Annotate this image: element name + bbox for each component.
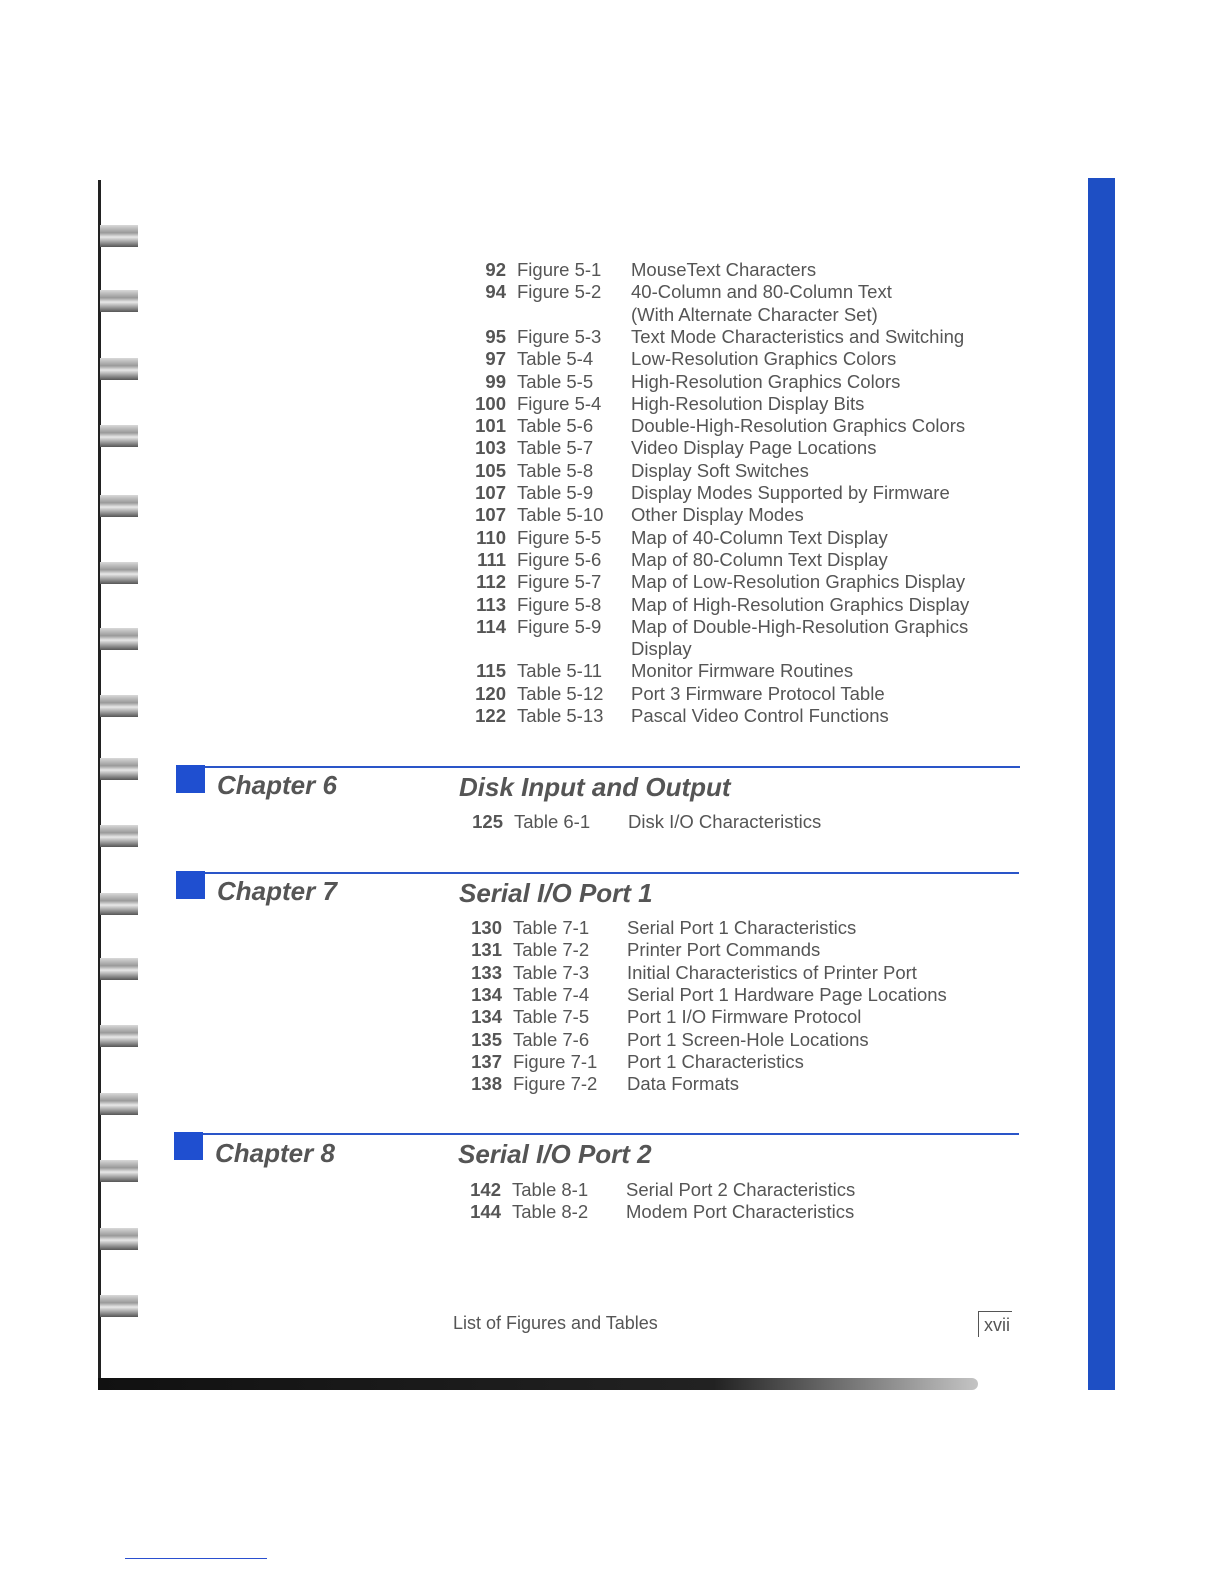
entry-reference: Figure 5-7 xyxy=(517,571,602,593)
entry-title: Low-Resolution Graphics Colors xyxy=(631,348,897,370)
entry-page-number: 131 xyxy=(471,939,502,961)
entry-reference: Figure 5-4 xyxy=(517,392,602,414)
binding-ring xyxy=(100,1160,138,1182)
binding-ring xyxy=(100,958,138,980)
entry-reference: Table 5-4 xyxy=(517,348,594,370)
entry-page-number: 142 xyxy=(470,1179,501,1200)
page-number: xvii xyxy=(978,1311,1012,1337)
entry-title: Serial Port 1 Hardware Page Locations xyxy=(627,983,947,1005)
entry-title: High-Resolution Display Bits xyxy=(631,392,865,414)
entry-title: High-Resolution Graphics Colors xyxy=(631,370,901,392)
entry-page-number: 137 xyxy=(471,1050,502,1072)
entry-reference: Figure 5-3 xyxy=(517,325,602,347)
entry-page-number: 101 xyxy=(475,415,506,437)
binding-ring xyxy=(100,1025,138,1047)
entry-page-number: 111 xyxy=(477,548,506,570)
entry-title: Modem Port Characteristics xyxy=(626,1201,855,1223)
entry-title: Text Mode Characteristics and Switching xyxy=(631,325,965,347)
binding-ring xyxy=(100,358,138,380)
entry-title: Serial Port 2 Characteristics xyxy=(626,1179,856,1200)
entry-page-number: 107 xyxy=(475,504,506,526)
chapter-7-marker xyxy=(176,871,205,899)
entry-page-number: 144 xyxy=(470,1201,501,1223)
entry-page-number: 112 xyxy=(476,571,506,593)
stray-mark xyxy=(125,1558,267,1559)
entry-page-number: 99 xyxy=(485,370,506,392)
entry-title: Printer Port Commands xyxy=(627,939,821,961)
entry-reference: Table 5-5 xyxy=(517,370,594,392)
entry-title: Port 1 Characteristics xyxy=(627,1050,804,1072)
entry-title: MouseText Characters xyxy=(631,259,817,280)
entry-title: Map of Double-High-Resolution Graphics xyxy=(631,615,969,637)
entry-page-number: 113 xyxy=(476,593,506,615)
entry-page-number: 135 xyxy=(471,1028,502,1050)
binding-ring xyxy=(100,290,138,312)
entry-title: Port 1 I/O Firmware Protocol xyxy=(627,1006,862,1028)
entry-page-number: 110 xyxy=(476,526,506,548)
binding-ring xyxy=(100,1228,138,1250)
entry-reference: Table 7-2 xyxy=(513,939,590,961)
entry-title: Video Display Page Locations xyxy=(631,437,877,459)
entry-title: (With Alternate Character Set) xyxy=(631,303,878,325)
entry-reference: Table 5-6 xyxy=(517,415,594,437)
entry-reference: Table 5-13 xyxy=(517,705,604,726)
binding-ring xyxy=(100,758,138,780)
entry-page-number: 120 xyxy=(475,682,506,704)
entry-title: Initial Characteristics of Printer Port xyxy=(627,961,917,983)
chapter-8-title: Serial I/O Port 2 xyxy=(458,1139,652,1169)
entry-reference: Figure 5-1 xyxy=(517,259,602,280)
binding-ring xyxy=(100,628,138,650)
entry-page-number: 138 xyxy=(471,1073,502,1095)
entry-page-number: 105 xyxy=(475,459,506,481)
entry-reference: Table 7-5 xyxy=(513,1006,590,1028)
chapter-6-label: Chapter 6 xyxy=(217,770,337,800)
blue-page-edge xyxy=(1088,178,1115,1390)
entry-page-number: 130 xyxy=(471,917,502,938)
entry-title: Other Display Modes xyxy=(631,504,804,526)
chapter-7-rule xyxy=(176,872,1019,874)
page-bottom-edge xyxy=(98,1378,978,1390)
entry-title: Serial Port 1 Characteristics xyxy=(627,917,857,938)
entry-page-number: 95 xyxy=(485,325,506,347)
binding-ring xyxy=(100,425,138,447)
entry-reference: Table 5-7 xyxy=(517,437,594,459)
chapter-6-title: Disk Input and Output xyxy=(459,772,731,802)
entry-reference: Table 5-12 xyxy=(517,682,604,704)
binding-ring xyxy=(100,1295,138,1317)
entry-reference: Table 7-4 xyxy=(513,983,590,1005)
chapter-8-label: Chapter 8 xyxy=(215,1138,335,1168)
entry-title: Monitor Firmware Routines xyxy=(631,660,854,682)
entry-title: Double-High-Resolution Graphics Colors xyxy=(631,415,966,437)
entry-title: 40-Column and 80-Column Text xyxy=(631,281,892,303)
entry-page-number: 115 xyxy=(476,660,506,682)
chapter-7-title: Serial I/O Port 1 xyxy=(459,878,653,908)
chapter-8-marker xyxy=(174,1132,203,1160)
entry-reference: Table 7-3 xyxy=(513,961,590,983)
entry-reference: Table 5-9 xyxy=(517,482,594,503)
chapter-6-marker xyxy=(176,765,205,793)
binding-ring xyxy=(100,825,138,847)
entry-title: Pascal Video Control Functions xyxy=(631,705,889,726)
entry-page-number: 125 xyxy=(472,811,503,832)
entry-reference: Table 8-1 xyxy=(512,1179,589,1200)
binding-ring xyxy=(100,1093,138,1115)
entry-page-number: 94 xyxy=(485,281,506,303)
entry-reference: Table 7-1 xyxy=(513,917,590,938)
binding-ring xyxy=(100,562,138,584)
entry-title: Disk I/O Characteristics xyxy=(628,811,822,832)
binding-ring xyxy=(100,893,138,915)
entry-reference: Figure 7-2 xyxy=(513,1073,598,1095)
entry-reference: Figure 5-6 xyxy=(517,548,602,570)
entry-title: Map of Low-Resolution Graphics Display xyxy=(631,571,966,593)
entry-page-number: 97 xyxy=(485,348,506,370)
entry-title: Port 3 Firmware Protocol Table xyxy=(631,682,885,704)
entry-reference: Figure 7-1 xyxy=(513,1050,598,1072)
entry-reference: Table 7-6 xyxy=(513,1028,590,1050)
entry-page-number: 107 xyxy=(475,482,506,503)
entry-title: Map of 40-Column Text Display xyxy=(631,526,888,548)
entry-page-number: 134 xyxy=(471,1006,502,1028)
entry-page-number: 133 xyxy=(471,961,502,983)
entry-page-number: 103 xyxy=(475,437,506,459)
entry-title: Display xyxy=(631,638,692,660)
chapter-8-rule xyxy=(174,1133,1019,1135)
entry-reference: Table 5-10 xyxy=(517,504,604,526)
entry-reference: Figure 5-5 xyxy=(517,526,602,548)
footer-title: List of Figures and Tables xyxy=(453,1313,658,1333)
binding-ring xyxy=(100,695,138,717)
entry-reference: Figure 5-8 xyxy=(517,593,602,615)
entry-title: Display Modes Supported by Firmware xyxy=(631,482,950,503)
binding-ring xyxy=(100,225,138,247)
binding-ring xyxy=(100,495,138,517)
chapter-7-label: Chapter 7 xyxy=(217,876,337,906)
entry-page-number: 92 xyxy=(485,259,506,280)
entry-title: Data Formats xyxy=(627,1073,740,1095)
entry-page-number: 100 xyxy=(475,392,506,414)
entry-reference: Figure 5-9 xyxy=(517,615,602,637)
chapter-6-rule xyxy=(176,766,1020,768)
entry-title: Map of 80-Column Text Display xyxy=(631,548,888,570)
entry-page-number: 122 xyxy=(475,705,506,726)
entry-title: Port 1 Screen-Hole Locations xyxy=(627,1028,869,1050)
entry-title: Map of High-Resolution Graphics Display xyxy=(631,593,970,615)
entry-reference: Table 6-1 xyxy=(514,811,591,832)
entry-title: Display Soft Switches xyxy=(631,459,809,481)
entry-reference: Table 5-8 xyxy=(517,459,594,481)
entry-page-number: 114 xyxy=(476,615,506,637)
entry-reference: Figure 5-2 xyxy=(517,281,602,303)
entry-page-number: 134 xyxy=(471,983,502,1005)
entry-reference: Table 8-2 xyxy=(512,1201,589,1223)
entry-reference: Table 5-11 xyxy=(517,660,603,682)
